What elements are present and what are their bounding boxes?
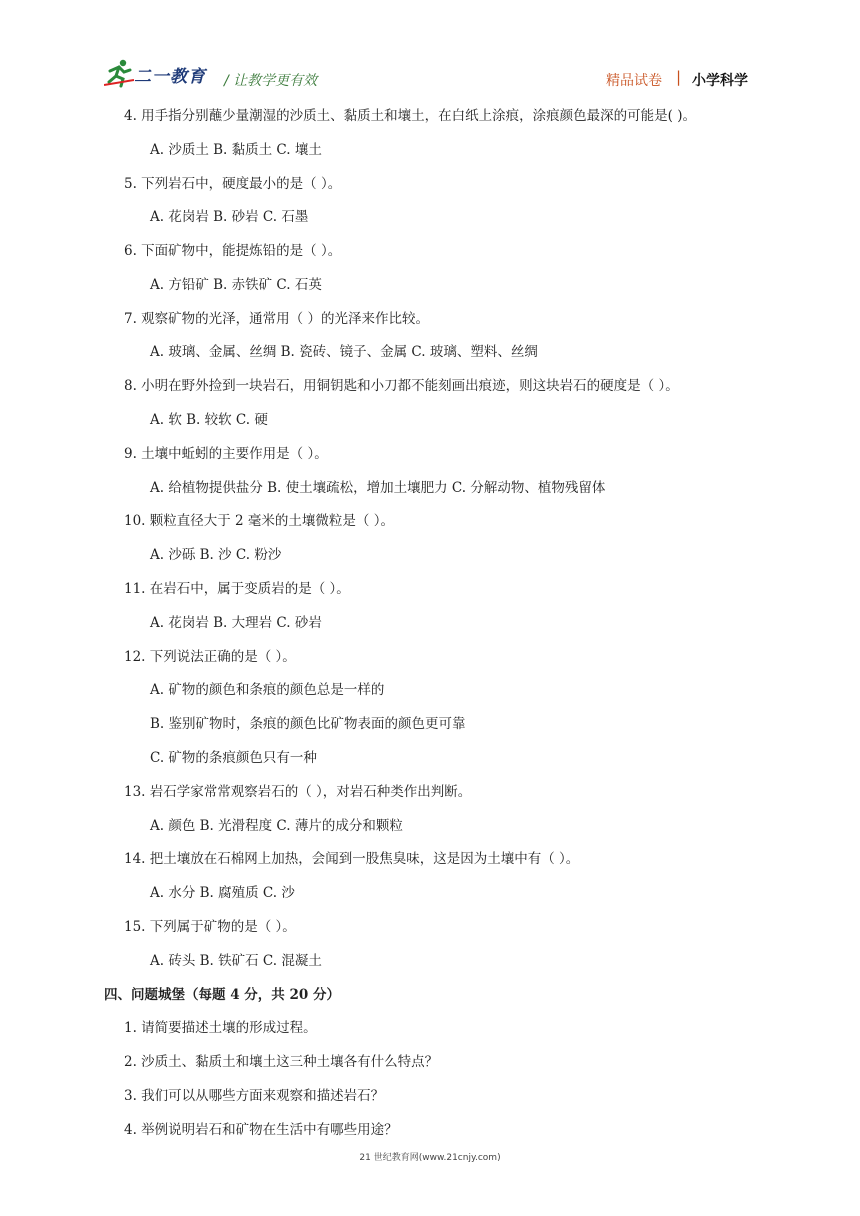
page-header <box>104 52 764 96</box>
options-11: A. 花岗岩 B. 大理岩 C. 砂岩 <box>150 615 322 631</box>
options-8: A. 软 B. 较软 C. 硬 <box>150 412 268 428</box>
question-5: 5. 下列岩石中，硬度最小的是（ ）。 <box>124 176 342 192</box>
section-heading-4: 四、问题城堡（每题 4 分，共 20 分） <box>104 987 340 1003</box>
options-9: A. 给植物提供盐分 B. 使土壤疏松，增加土壤肥力 C. 分解动物、植物残留体 <box>150 480 606 496</box>
options-5: A. 花岗岩 B. 砂岩 C. 石墨 <box>150 209 309 225</box>
question-8: 8. 小明在野外捡到一块岩石，用铜钥匙和小刀都不能刻画出痕迹，则这块岩石的硬度是（ ）。 <box>124 378 679 394</box>
option-12-c: C. 矿物的条痕颜色只有一种 <box>150 750 317 766</box>
option-12-b: B. 鉴别矿物时，条痕的颜色比矿物表面的颜色更可靠 <box>150 716 466 732</box>
logo <box>104 58 210 88</box>
options-10: A. 沙砾 B. 沙 C. 粉沙 <box>150 547 282 563</box>
question-6: 6. 下面矿物中，能提炼铅的是（ ）。 <box>124 243 342 259</box>
question-15: 15. 下列属于矿物的是（ ）。 <box>124 919 296 935</box>
options-13: A. 颜色 B. 光滑程度 C. 薄片的成分和颗粒 <box>150 818 403 834</box>
options-4: A. 沙质土 B. 黏质土 C. 壤土 <box>150 142 322 158</box>
page-footer: 21 世纪教育网(www.21cnjy.com) <box>359 1153 501 1163</box>
question-12: 12. 下列说法正确的是（ ）。 <box>124 649 296 665</box>
subject-tag: 小学科学 <box>692 73 748 89</box>
option-12-a: A. 矿物的颜色和条痕的颜色总是一样的 <box>150 682 385 698</box>
options-15: A. 砖头 B. 铁矿石 C. 混凝土 <box>150 953 322 969</box>
short-answer-1: 1. 请简要描述土壤的形成过程。 <box>124 1020 317 1036</box>
question-11: 11. 在岩石中，属于变质岩的是（ ）。 <box>124 581 350 597</box>
question-7: 7. 观察矿物的光泽，通常用（ ）的光泽来作比较。 <box>124 311 429 327</box>
quality-tag: 精品试卷 <box>606 73 662 89</box>
short-answer-2: 2. 沙质土、黏质土和壤土这三种土壤各有什么特点？ <box>124 1054 439 1070</box>
question-10: 10. 颗粒直径大于 2 毫米的土壤微粒是（ ）。 <box>124 513 394 529</box>
options-7: A. 玻璃、金属、丝绸 B. 瓷砖、镜子、金属 C. 玻璃、塑料、丝绸 <box>150 344 538 360</box>
question-9: 9. 土壤中蚯蚓的主要作用是（ ）。 <box>124 446 328 462</box>
slogan: / 让教学更有效 <box>224 73 318 89</box>
runner-logo-icon <box>104 58 134 88</box>
tag-separator: | <box>676 68 682 86</box>
options-6: A. 方铅矿 B. 赤铁矿 C. 石英 <box>150 277 322 293</box>
question-4: 4. 用手指分别蘸少量潮湿的沙质土、黏质土和壤土，在白纸上涂痕，涂痕颜色最深的可能是( )。 <box>124 108 696 124</box>
short-answer-4: 4. 举例说明岩石和矿物在生活中有哪些用途？ <box>124 1122 398 1138</box>
short-answer-3: 3. 我们可以从哪些方面来观察和描述岩石？ <box>124 1088 385 1104</box>
question-13: 13. 岩石学家常常观察岩石的（ ），对岩石种类作出判断。 <box>124 784 472 800</box>
options-14: A. 水分 B. 腐殖质 C. 沙 <box>150 885 295 901</box>
question-14: 14. 把土壤放在石棉网上加热，会闻到一股焦臭味，这是因为土壤中有（ ）。 <box>124 851 580 867</box>
logo-text: 二一教育 <box>134 67 206 87</box>
